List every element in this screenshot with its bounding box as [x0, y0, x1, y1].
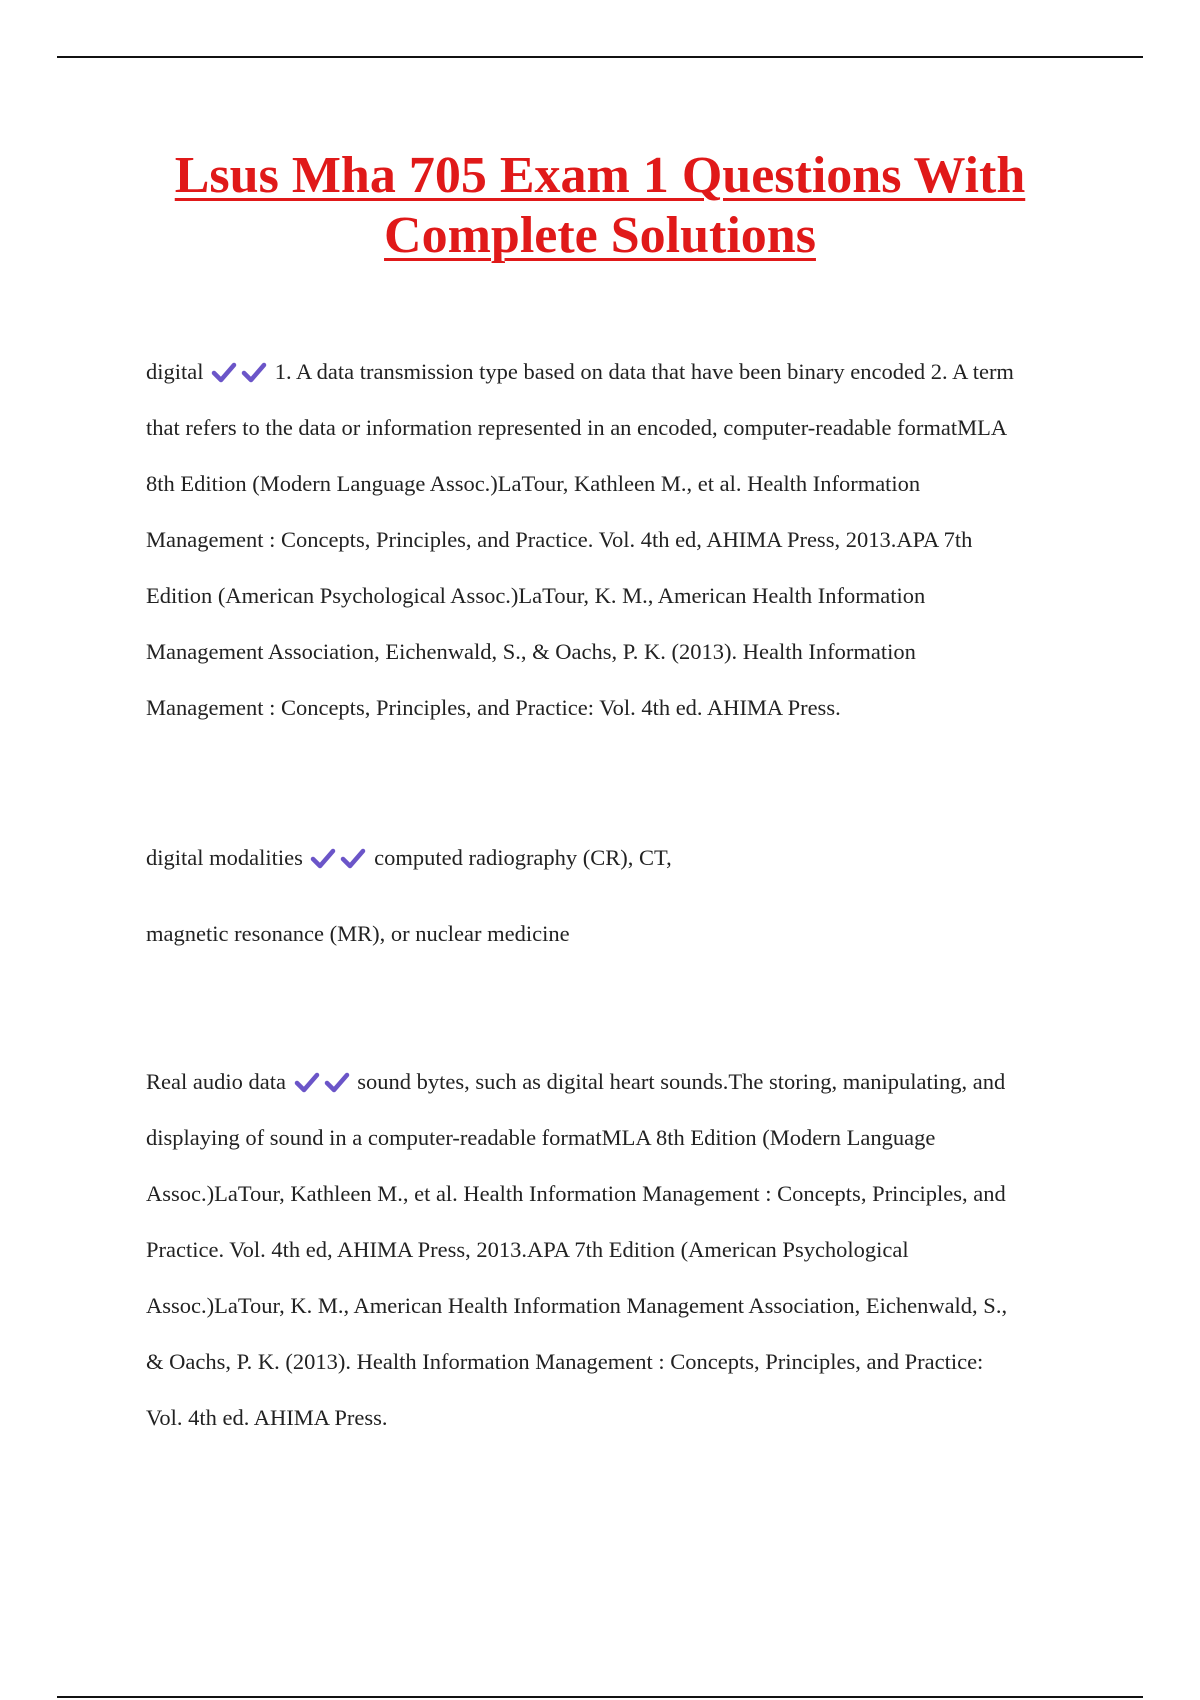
checkmark-icon	[324, 1071, 350, 1093]
entry-answer-line: Vol. 4th ed. AHIMA Press.	[146, 1405, 388, 1430]
checkmark-icon	[310, 847, 336, 869]
entry-answer-line: computed radiography (CR), CT,	[374, 845, 672, 870]
bottom-divider	[57, 1696, 1143, 1698]
entry-answer-line: Management Association, Eichenwald, S., & Oachs, P. K. (2013). Health Information	[146, 639, 916, 664]
qa-entry-real-audio-data	[146, 1054, 1076, 1446]
entry-answer-line: that refers to the data or information represented in an encoded, computer-readable formatMLA	[146, 415, 1008, 440]
entry-term: Real audio data	[146, 1069, 286, 1094]
title-line-1: Lsus Mha 705 Exam 1 Questions With	[174, 147, 1026, 204]
entry-answer-line: Management : Concepts, Principles, and Practice: Vol. 4th ed. AHIMA Press.	[146, 695, 841, 720]
checkmark-icon	[211, 361, 237, 383]
entry-answer-line: Assoc.)LaTour, K. M., American Health Information Management Association, Eichenwald, S.,	[146, 1293, 1008, 1318]
checkmark-icon	[340, 847, 366, 869]
entry-answer-line: Management : Concepts, Principles, and Practice. Vol. 4th ed, AHIMA Press, 2013.APA 7th	[146, 527, 973, 552]
entry-answer-line: Edition (American Psychological Assoc.)LaTour, K. M., American Health Information	[146, 583, 926, 608]
entry-first-line	[146, 1054, 1076, 1110]
entry-answer-line: 8th Edition (Modern Language Assoc.)LaTour, Kathleen M., et al. Health Information	[146, 471, 921, 496]
checkmark-icon	[294, 1071, 320, 1093]
entry-answer-line: & Oachs, P. K. (2013). Health Information Management : Concepts, Principles, and Practice:	[146, 1349, 984, 1374]
entry-answer-line: displaying of sound in a computer-readable formatMLA 8th Edition (Modern Language	[146, 1125, 936, 1150]
entry-answer-line: magnetic resonance (MR), or nuclear medicine	[146, 921, 570, 946]
entry-answer-line: Practice. Vol. 4th ed, AHIMA Press, 2013.APA 7th Edition (American Psychological	[146, 1237, 909, 1262]
entry-term: digital	[146, 359, 204, 384]
entry-first-line	[146, 830, 1076, 906]
qa-entry-digital-modalities	[146, 830, 1076, 962]
entry-term: digital modalities	[146, 845, 303, 870]
entry-answer-line: sound bytes, such as digital heart sounds.The storing, manipulating, and	[357, 1069, 1006, 1094]
checkmark-icon	[241, 361, 267, 383]
entry-first-line	[146, 344, 1076, 400]
entry-answer-line: Assoc.)LaTour, Kathleen M., et al. Health Information Management : Concepts, Principles, and	[146, 1181, 1006, 1206]
top-divider	[57, 56, 1143, 58]
title-line-2: Complete Solutions	[384, 207, 816, 264]
page-title	[100, 146, 1100, 266]
qa-entry-digital	[146, 344, 1076, 736]
entry-answer-line: 1. A data transmission type based on data that have been binary encoded 2. A term	[274, 359, 1014, 384]
